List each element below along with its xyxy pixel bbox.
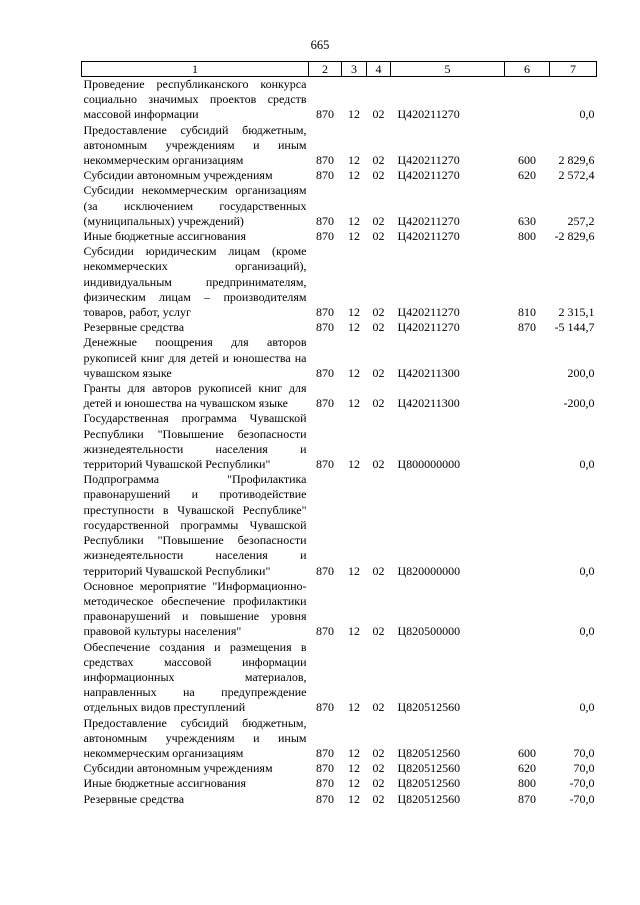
subsection-code: 02 <box>372 761 385 776</box>
section-code: 12 <box>348 457 360 472</box>
section-code: 12 <box>348 229 360 244</box>
table-row <box>82 472 597 578</box>
subsection-code: 02 <box>372 776 385 791</box>
row-name: Проведение республиканского конкурса социально значимых проектов средств массовой информации <box>83 77 307 122</box>
amount: 70,0 <box>573 761 595 776</box>
row-name: Иные бюджетные ассигнования <box>83 776 246 791</box>
table-row <box>82 411 597 472</box>
header-cell: 4 <box>367 62 391 77</box>
subsection-code: 02 <box>372 700 385 715</box>
expense-type-code <box>505 472 550 578</box>
amount: 2 315,1 <box>558 305 595 320</box>
subsection-code: 02 <box>372 745 385 760</box>
table-row <box>82 77 597 123</box>
ministry-code: 870 <box>316 761 334 776</box>
target-article-code: Ц800000000 <box>397 457 461 472</box>
table-row <box>82 640 597 716</box>
expense-type-code <box>505 335 550 381</box>
ministry-code: 870 <box>316 776 334 791</box>
section-code: 12 <box>348 563 360 578</box>
expense-type-code: 630 <box>518 213 536 228</box>
ministry-code: 870 <box>316 791 334 806</box>
ministry-code: 870 <box>316 396 334 411</box>
section-code: 12 <box>348 213 360 228</box>
amount: -70,0 <box>569 791 595 806</box>
ministry-code: 870 <box>316 107 334 122</box>
section-code: 12 <box>348 624 360 639</box>
expense-type-code <box>505 381 550 411</box>
target-article-code: Ц420211270 <box>397 305 460 320</box>
amount: 200,0 <box>567 365 595 380</box>
target-article-code: Ц820512560 <box>397 761 461 776</box>
table-row <box>82 168 597 183</box>
target-article-code: Ц820512560 <box>397 700 461 715</box>
section-code: 12 <box>348 153 360 168</box>
subsection-code: 02 <box>372 457 385 472</box>
subsection-code: 02 <box>372 791 385 806</box>
row-name: Обеспечение создания и размещения в средствах массовой информации информационных материалов, направленных на предупреждение отдельных видов преступлений <box>83 639 307 715</box>
subsection-code: 02 <box>372 107 385 122</box>
header-cell: 3 <box>342 62 367 77</box>
subsection-code: 02 <box>372 229 385 244</box>
row-name: Предоставление субсидий бюджетным, автономным учреждениям и иным некоммерческим организациям <box>83 715 307 760</box>
section-code: 12 <box>348 700 360 715</box>
ministry-code: 870 <box>316 168 334 183</box>
section-code: 12 <box>348 396 360 411</box>
table-row <box>82 776 597 791</box>
expense-type-code: 620 <box>518 761 536 776</box>
section-code: 12 <box>348 365 360 380</box>
expense-type-code: 870 <box>518 320 536 335</box>
header-cell: 6 <box>505 62 550 77</box>
ministry-code: 870 <box>316 153 334 168</box>
amount: 70,0 <box>573 745 595 760</box>
ministry-code: 870 <box>316 320 334 335</box>
subsection-code: 02 <box>372 305 385 320</box>
target-article-code: Ц420211270 <box>397 213 460 228</box>
table-row <box>82 183 597 229</box>
ministry-code: 870 <box>316 457 334 472</box>
table-row <box>82 761 597 776</box>
expense-type-code <box>505 579 550 640</box>
row-name: Государственная программа Чувашской Республики "Повышение безопасности жизнедеятельности населения и территорий Чувашской Республики" <box>83 411 307 472</box>
row-name: Денежные поощрения для авторов рукописей книг для детей и юношества на чувашском языке <box>83 335 307 380</box>
ministry-code: 870 <box>316 563 334 578</box>
section-code: 12 <box>348 745 360 760</box>
ministry-code: 870 <box>316 229 334 244</box>
row-name: Субсидии некоммерческим организациям (за исключением государственных (муниципальных) учреждений) <box>83 183 307 228</box>
page-number: 665 <box>310 38 330 52</box>
amount: 257,2 <box>567 213 595 228</box>
header-cell: 1 <box>82 62 309 77</box>
target-article-code: Ц420211270 <box>397 229 460 244</box>
table-row <box>82 229 597 244</box>
target-article-code: Ц420211300 <box>397 396 460 411</box>
target-article-code: Ц420211270 <box>397 107 460 122</box>
table-row <box>82 792 597 807</box>
ministry-code: 870 <box>316 213 334 228</box>
target-article-code: Ц420211270 <box>397 153 460 168</box>
section-code: 12 <box>348 320 360 335</box>
ministry-code: 870 <box>316 700 334 715</box>
subsection-code: 02 <box>372 365 385 380</box>
table-row <box>82 123 597 169</box>
table-row <box>82 579 597 640</box>
amount: 2 829,6 <box>558 153 595 168</box>
header-cell: 7 <box>550 62 597 77</box>
amount: 0,0 <box>579 107 595 122</box>
subsection-code: 02 <box>372 563 385 578</box>
row-name: Основное мероприятие "Информационно-методическое обеспечение профилактики правонарушений и повышение уровня правовой культуры населения" <box>83 578 307 639</box>
expense-type-code: 870 <box>518 791 536 806</box>
section-code: 12 <box>348 761 360 776</box>
row-name: Субсидии юридическим лицам (кроме некоммерческих организаций), индивидуальным предпринимателям, физическим лицам – производителям товаров, работ, услуг <box>83 244 307 320</box>
section-code: 12 <box>348 791 360 806</box>
row-name: Предоставление субсидий бюджетным, автономным учреждениям и иным некоммерческим организациям <box>83 122 307 168</box>
ministry-code: 870 <box>316 305 334 320</box>
row-name: Резервные средства <box>83 791 185 806</box>
expense-type-code <box>505 77 550 123</box>
expense-type-code <box>505 411 550 472</box>
amount: -5 144,7 <box>554 320 595 335</box>
target-article-code: Ц820512560 <box>397 791 461 806</box>
subsection-code: 02 <box>372 320 385 335</box>
row-name: Иные бюджетные ассигнования <box>83 229 246 244</box>
amount: 0,0 <box>579 700 595 715</box>
table-row <box>82 335 597 381</box>
header-cell: 2 <box>309 62 342 77</box>
table-row <box>82 320 597 335</box>
target-article-code: Ц420211300 <box>397 365 460 380</box>
ministry-code: 870 <box>316 745 334 760</box>
amount: -70,0 <box>569 776 595 791</box>
target-article-code: Ц820512560 <box>397 745 461 760</box>
amount: 2 572,4 <box>558 168 595 183</box>
row-name: Субсидии автономным учреждениям <box>83 761 273 776</box>
header-row <box>82 62 597 77</box>
target-article-code: Ц820512560 <box>397 776 461 791</box>
expense-type-code: 810 <box>518 305 536 320</box>
header-cell: 5 <box>391 62 505 77</box>
subsection-code: 02 <box>372 168 385 183</box>
expense-type-code: 600 <box>518 153 536 168</box>
target-article-code: Ц420211270 <box>397 168 460 183</box>
expense-type-code <box>505 640 550 716</box>
ministry-code: 870 <box>316 624 334 639</box>
budget-table <box>81 61 597 807</box>
row-name: Гранты для авторов рукописей книг для детей и юношества на чувашском языке <box>83 381 307 411</box>
amount: -200,0 <box>563 396 595 411</box>
amount: 0,0 <box>579 563 595 578</box>
amount: 0,0 <box>579 624 595 639</box>
subsection-code: 02 <box>372 153 385 168</box>
subsection-code: 02 <box>372 624 385 639</box>
target-article-code: Ц820500000 <box>397 624 461 639</box>
section-code: 12 <box>348 107 360 122</box>
section-code: 12 <box>348 776 360 791</box>
subsection-code: 02 <box>372 213 385 228</box>
subsection-code: 02 <box>372 396 385 411</box>
section-code: 12 <box>348 168 360 183</box>
row-name: Резервные средства <box>83 320 185 335</box>
table-row <box>82 381 597 411</box>
target-article-code: Ц420211270 <box>397 320 460 335</box>
amount: -2 829,6 <box>554 229 595 244</box>
row-name: Подпрограмма "Профилактика правонарушений и противодействие преступности в Чувашской Республике" государственной программы Чувашской Республики "Повышение безопасности жизнедеятельности населения и территорий Чувашской Республики" <box>83 472 307 578</box>
ministry-code: 870 <box>316 365 334 380</box>
row-name: Субсидии автономным учреждениям <box>83 168 273 183</box>
table-row <box>82 244 597 320</box>
expense-type-code: 620 <box>518 168 536 183</box>
target-article-code: Ц820000000 <box>397 563 461 578</box>
expense-type-code: 600 <box>518 745 536 760</box>
section-code: 12 <box>348 305 360 320</box>
expense-type-code: 800 <box>518 776 536 791</box>
expense-type-code: 800 <box>518 229 536 244</box>
table-row <box>82 716 597 762</box>
amount: 0,0 <box>579 457 595 472</box>
